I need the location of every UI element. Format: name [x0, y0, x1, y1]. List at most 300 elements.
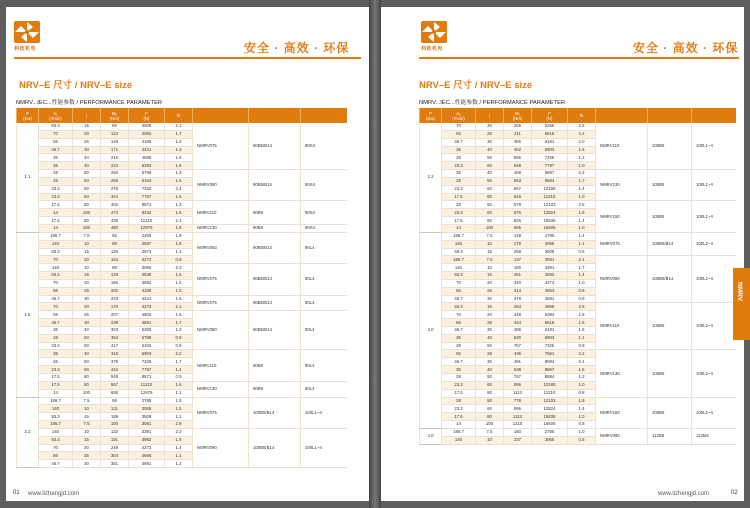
table-row: [420, 256, 736, 264]
table-cell: 0.8: [568, 436, 596, 444]
power-cell: 2.2: [420, 123, 442, 232]
brand-name: 利政机电: [14, 46, 37, 52]
table-cell: 4273: [129, 303, 165, 311]
table-cell: 1.1: [165, 452, 193, 460]
brand-name: 利政机电: [421, 46, 444, 52]
table-cell: 11210: [129, 217, 165, 225]
table-cell: 186.7: [442, 232, 476, 240]
table-cell: 23.3: [39, 366, 73, 374]
table-cell: 70: [442, 123, 476, 130]
table-cell: 1.8: [568, 311, 596, 319]
table-cell: 8897: [532, 170, 568, 178]
table-cell: 6903: [129, 350, 165, 358]
table-cell: 23.3: [442, 185, 476, 193]
table-row: [17, 264, 347, 272]
table-cell: 1.0: [568, 279, 596, 287]
table-cell: 7797: [129, 366, 165, 374]
table-cell: 2.1: [165, 303, 193, 311]
table-cell: 15835: [532, 217, 568, 225]
flange-type-cell: 100B5: [648, 350, 692, 397]
table-cell: 2259: [129, 232, 165, 240]
table-cell: 2587: [129, 240, 165, 248]
table-cell: 30: [73, 460, 101, 468]
table-cell: 2.2: [568, 170, 596, 178]
table-cell: 3682: [129, 279, 165, 287]
table-cell: 80: [73, 381, 101, 389]
table-cell: 1.6: [165, 295, 193, 303]
table-cell: 486: [504, 326, 532, 334]
table-cell: 25: [73, 452, 101, 460]
table-cell: 1.4: [568, 272, 596, 280]
table-cell: 126: [101, 248, 129, 256]
table-cell: 4891: [129, 319, 165, 327]
table-cell: 20: [73, 303, 101, 311]
table-cell: 40: [73, 326, 101, 334]
table-cell: 555: [504, 154, 532, 162]
flange-type-cell: 90B5: [249, 224, 301, 232]
table-cell: 56: [39, 452, 73, 460]
table-row: [420, 350, 736, 358]
table-cell: 23.3: [442, 162, 476, 170]
table-cell: 3636: [129, 272, 165, 280]
table-cell: 129: [504, 232, 532, 240]
table-cell: 2.2: [165, 264, 193, 272]
table-cell: 1.2: [165, 326, 193, 334]
table-cell: 351: [101, 460, 129, 468]
table-cell: 1.1: [165, 389, 193, 397]
table-cell: 17.5: [442, 389, 476, 397]
table-cell: 46.7: [442, 295, 476, 303]
table-cell: 6181: [532, 326, 568, 334]
table-cell: 216: [101, 154, 129, 162]
table-cell: 354: [101, 334, 129, 342]
table-row: [420, 428, 736, 436]
table-cell: 28: [442, 201, 476, 209]
table-cell: 1.4: [568, 217, 596, 225]
column-header: [596, 108, 648, 123]
table-cell: 1.6: [165, 154, 193, 162]
table-cell: 1.0: [165, 287, 193, 295]
motor-model-cell: 90S4: [301, 170, 347, 201]
table-cell: 10: [476, 240, 504, 248]
table-cell: 11210: [129, 381, 165, 389]
table-cell: 1.0: [568, 428, 596, 436]
table-cell: 3081: [129, 421, 165, 429]
table-cell: 15: [73, 272, 101, 280]
column-header: [193, 108, 249, 123]
table-cell: 638: [504, 366, 532, 374]
table-cell: 9584: [532, 177, 568, 185]
table-cell: 6903: [532, 334, 568, 342]
table-cell: 1.4: [165, 366, 193, 374]
table-cell: 2.5: [568, 201, 596, 209]
table-cell: 3509: [129, 123, 165, 130]
table-cell: 2.1: [568, 358, 596, 366]
table-cell: 255: [504, 123, 532, 130]
table-cell: 140: [39, 264, 73, 272]
table-cell: 56: [442, 130, 476, 138]
flange-type-cell: 100B5: [648, 397, 692, 428]
table-cell: 757: [504, 342, 532, 350]
table-cell: 249: [101, 444, 129, 452]
table-cell: 233: [101, 295, 129, 303]
table-cell: 100: [476, 224, 504, 232]
table-cell: 70: [39, 303, 73, 311]
table-cell: 35: [39, 326, 73, 334]
column-header: fs: [568, 108, 596, 123]
table-cell: 436: [101, 217, 129, 225]
table-cell: 46.7: [39, 146, 73, 154]
table-cell: 2780: [532, 232, 568, 240]
table-cell: 35: [442, 146, 476, 154]
table-cell: 1.2: [165, 460, 193, 468]
table-row: [17, 381, 347, 389]
table-cell: 2.1: [568, 256, 596, 264]
table-cell: 2973: [129, 248, 165, 256]
table-cell: 70: [39, 444, 73, 452]
table-cell: 140: [442, 436, 476, 444]
motor-model-cell: 90L4: [301, 232, 347, 263]
table-cell: 56: [39, 138, 73, 146]
table-cell: 1.5: [568, 326, 596, 334]
table-cell: 237: [504, 436, 532, 444]
table-cell: 35: [39, 162, 73, 170]
table-cell: 3391: [129, 428, 165, 436]
table-cell: 2.3: [165, 428, 193, 436]
table-cell: 46.7: [39, 460, 73, 468]
table-cell: 2.2: [568, 350, 596, 358]
table-cell: 278: [101, 185, 129, 193]
table-cell: 7.5: [476, 232, 504, 240]
table-cell: 30: [73, 146, 101, 154]
table-cell: 356: [504, 138, 532, 146]
table-cell: 6903: [532, 146, 568, 154]
table-cell: 8084: [532, 358, 568, 366]
table-cell: 93.3: [442, 303, 476, 311]
table-cell: 5393: [532, 311, 568, 319]
table-cell: 5616: [532, 130, 568, 138]
reducer-model-cell: NMRV110: [193, 201, 249, 225]
power-cell: 4.0: [420, 428, 442, 444]
motor-model-cell: 90L4: [301, 295, 347, 311]
table-cell: 50: [73, 170, 101, 178]
table-cell: 1.0: [568, 413, 596, 421]
table-row: [17, 428, 347, 436]
table-cell: 340: [504, 279, 532, 287]
table-cell: 60: [476, 209, 504, 217]
motor-model-cell: 100L1~4: [692, 201, 736, 232]
motor-model-cell: 90L4: [301, 381, 347, 397]
table-cell: 676: [504, 209, 532, 217]
table-cell: 80: [73, 201, 101, 209]
table-cell: 304: [101, 452, 129, 460]
section-title: NRV–E 尺寸 / NRV–E size: [19, 80, 133, 91]
reducer-model-cell: NMRV075: [193, 397, 249, 428]
table-cell: 5393: [129, 162, 165, 170]
table-cell: 186.7: [442, 428, 476, 436]
table-cell: 3992: [129, 436, 165, 444]
table-cell: 4665: [129, 154, 165, 162]
table-cell: 1.9: [165, 436, 193, 444]
motor-model-cell: 90S4: [301, 123, 347, 170]
table-cell: 557: [101, 381, 129, 389]
table-cell: 0.8: [568, 248, 596, 256]
header-divider: [419, 57, 739, 59]
column-header: [301, 108, 347, 123]
table-cell: 1.1: [568, 240, 596, 248]
table-cell: 4965: [532, 303, 568, 311]
column-header: P (Kw): [420, 108, 442, 123]
table-cell: 6163: [129, 342, 165, 350]
table-row: [17, 295, 347, 303]
table-cell: 7797: [129, 193, 165, 201]
table-cell: 17.5: [442, 193, 476, 201]
reducer-model-cell: NMRV063: [193, 232, 249, 263]
power-cell: 2.2: [17, 397, 39, 468]
table-cell: 88: [101, 264, 129, 272]
table-cell: 60: [73, 342, 101, 350]
reducer-model-cell: NMRV075: [193, 123, 249, 170]
table-cell: 186.7: [39, 421, 73, 429]
table-cell: 1.5: [568, 146, 596, 154]
table-row: [420, 123, 736, 130]
table-cell: 23.3: [39, 185, 73, 193]
table-cell: 3065: [129, 405, 165, 413]
table-cell: 4421: [129, 295, 165, 303]
table-cell: 20: [73, 279, 101, 287]
table-cell: 1.7: [165, 358, 193, 366]
table-cell: 180: [504, 428, 532, 436]
table-cell: 23.3: [442, 209, 476, 217]
table-header-row: [17, 108, 347, 123]
table-cell: 8897: [532, 366, 568, 374]
table-cell: 23.3: [39, 193, 73, 201]
table-cell: 1.6: [568, 319, 596, 327]
table-cell: 303: [101, 326, 129, 334]
reducer-model-cell: NMRV110: [596, 303, 648, 350]
table-row: [17, 123, 347, 130]
table-cell: 1.5: [165, 224, 193, 232]
table-cell: 1.6: [165, 162, 193, 170]
reducer-model-cell: NMRV130: [596, 350, 648, 397]
table-cell: 60: [73, 185, 101, 193]
table-cell: 25: [73, 138, 101, 146]
table-cell: 17.5: [39, 374, 73, 382]
book-spine: [369, 0, 381, 508]
table-cell: 7661: [532, 350, 568, 358]
table-cell: 70: [442, 311, 476, 319]
table-cell: 93.3: [442, 248, 476, 256]
table-cell: 767: [504, 374, 532, 382]
table-cell: 648: [504, 162, 532, 170]
table-cell: 11210: [532, 389, 568, 397]
table-cell: 80: [476, 217, 504, 225]
table-cell: 2.8: [165, 421, 193, 429]
table-cell: 896: [504, 405, 532, 413]
table-cell: 1.4: [568, 185, 596, 193]
table-cell: 25: [476, 319, 504, 327]
table-cell: 264: [504, 303, 532, 311]
table-cell: 3391: [532, 264, 568, 272]
table-cell: 4273: [129, 444, 165, 452]
table-title: NMRV...IEC...性能参数 / PERFORMANCE PARAMETER: [419, 100, 566, 106]
table-cell: 1.7: [568, 264, 596, 272]
motor-model-cell: 90S4: [301, 224, 347, 232]
flange-type-cell: 100B5/B14: [648, 232, 692, 256]
table-cell: 40: [73, 350, 101, 358]
table-cell: 2.0: [568, 138, 596, 146]
reducer-model-cell: NMRV075: [193, 264, 249, 295]
motor-model-cell: 100L2~4: [692, 397, 736, 428]
table-cell: 3081: [532, 256, 568, 264]
table-cell: 15: [476, 303, 504, 311]
table-cell: 16606: [532, 224, 568, 232]
table-cell: 30: [476, 326, 504, 334]
table-cell: 0.8: [165, 256, 193, 264]
reducer-model-cell: NMRV130: [193, 224, 249, 232]
table-cell: 46.7: [39, 319, 73, 327]
column-header: F (N): [129, 108, 165, 123]
table-cell: 12824: [532, 209, 568, 217]
table-cell: 100: [101, 421, 129, 429]
table-cell: 56: [442, 350, 476, 358]
table-cell: 86: [101, 123, 129, 130]
table-cell: 15: [476, 248, 504, 256]
table-cell: 100: [73, 389, 101, 397]
table-cell: 28: [39, 177, 73, 185]
table-cell: 80: [73, 217, 101, 225]
table-cell: 3992: [532, 272, 568, 280]
table-row: [17, 397, 347, 405]
table-cell: 98: [101, 397, 129, 405]
table-cell: 191: [101, 436, 129, 444]
table-cell: 50: [73, 334, 101, 342]
table-cell: 28: [442, 177, 476, 185]
table-row: [17, 232, 347, 240]
table-cell: 657: [504, 185, 532, 193]
table-cell: 70: [39, 130, 73, 138]
section-title: NRV–E 尺寸 / NRV–E size: [419, 80, 533, 91]
table-cell: 60: [476, 185, 504, 193]
flange-type-cell: 100B5/B14: [249, 428, 301, 467]
column-header: i: [476, 108, 504, 123]
table-cell: 4891: [532, 295, 568, 303]
table-cell: 28: [442, 397, 476, 405]
table-cell: 88: [101, 240, 129, 248]
table-cell: 9584: [532, 374, 568, 382]
table-cell: 56: [442, 287, 476, 295]
motor-model-cell: 100L1~4: [301, 428, 347, 467]
table-cell: 40: [476, 366, 504, 374]
table-cell: 10185: [532, 185, 568, 193]
reducer-model-cell: NMRV090: [193, 428, 249, 467]
table-cell: 93.3: [39, 248, 73, 256]
table-header-row: [420, 108, 736, 123]
table-cell: 0.8: [568, 421, 596, 429]
table-cell: 462: [504, 146, 532, 154]
table-cell: 1113: [504, 389, 532, 397]
table-cell: 1.6: [165, 209, 193, 217]
table-cell: 10: [476, 436, 504, 444]
reducer-model-cell: NMRV110: [193, 350, 249, 381]
table-cell: 50: [476, 342, 504, 350]
table-cell: 40: [476, 170, 504, 178]
table-cell: 17.5: [442, 413, 476, 421]
table-cell: 12824: [532, 405, 568, 413]
table-cell: 1113: [504, 413, 532, 421]
table-cell: 1.3: [568, 374, 596, 382]
table-cell: 479: [504, 295, 532, 303]
table-cell: 20: [476, 279, 504, 287]
table-cell: 10: [73, 264, 101, 272]
table-cell: 1.5: [165, 240, 193, 248]
side-tab[interactable]: [733, 268, 750, 340]
table-cell: 896: [504, 381, 532, 389]
flange-type-cell: 90B5/B14: [249, 170, 301, 201]
table-cell: 468: [504, 170, 532, 178]
table-cell: 4663: [532, 287, 568, 295]
table-cell: 1.9: [568, 209, 596, 217]
table-cell: 1.9: [165, 232, 193, 240]
table-cell: 0.9: [165, 374, 193, 382]
table-cell: 132: [101, 428, 129, 436]
table-cell: 25: [476, 350, 504, 358]
motor-model-cell: 100L2~4: [692, 350, 736, 397]
table-cell: 28: [442, 342, 476, 350]
reducer-model-cell: NMRV090: [596, 256, 648, 303]
table-cell: 2.1: [165, 123, 193, 130]
table-cell: 260: [101, 170, 129, 178]
table-cell: 93.3: [442, 272, 476, 280]
table-cell: 3065: [532, 436, 568, 444]
table-cell: 12976: [129, 389, 165, 397]
table-cell: 2.2: [568, 130, 596, 138]
table-cell: 93.3: [39, 123, 73, 130]
table-cell: 35: [442, 366, 476, 374]
table-cell: 1.3: [165, 201, 193, 209]
power-cell: 1.1: [17, 123, 39, 232]
table-cell: 3065: [532, 240, 568, 248]
table-cell: 15: [73, 413, 101, 421]
table-cell: 30: [476, 358, 504, 366]
table-cell: 4180: [129, 287, 165, 295]
table-cell: 480: [101, 224, 129, 232]
table-cell: 0.9: [568, 342, 596, 350]
flange-type-cell: 100B5: [648, 303, 692, 350]
table-cell: 1.1: [568, 334, 596, 342]
table-cell: 46.7: [442, 358, 476, 366]
table-row: [17, 224, 347, 232]
reducer-model-cell: NMRV075: [193, 295, 249, 311]
table-cell: 20: [476, 123, 504, 130]
table-row: [420, 170, 736, 178]
table-cell: 3509: [129, 413, 165, 421]
table-cell: 10: [73, 240, 101, 248]
table-cell: 7797: [532, 162, 568, 170]
table-cell: 1.0: [568, 224, 596, 232]
left-page: [6, 7, 369, 501]
table-cell: 56: [39, 311, 73, 319]
table-cell: 80: [476, 193, 504, 201]
table-cell: 46.7: [442, 138, 476, 146]
table-cell: 7.5: [73, 232, 101, 240]
table-cell: 17.5: [39, 381, 73, 389]
table-cell: 70: [39, 256, 73, 264]
table-cell: 170: [101, 303, 129, 311]
table-row: [17, 170, 347, 178]
table-cell: 3272: [129, 256, 165, 264]
reducer-model-cell: NMRV110: [596, 123, 648, 170]
